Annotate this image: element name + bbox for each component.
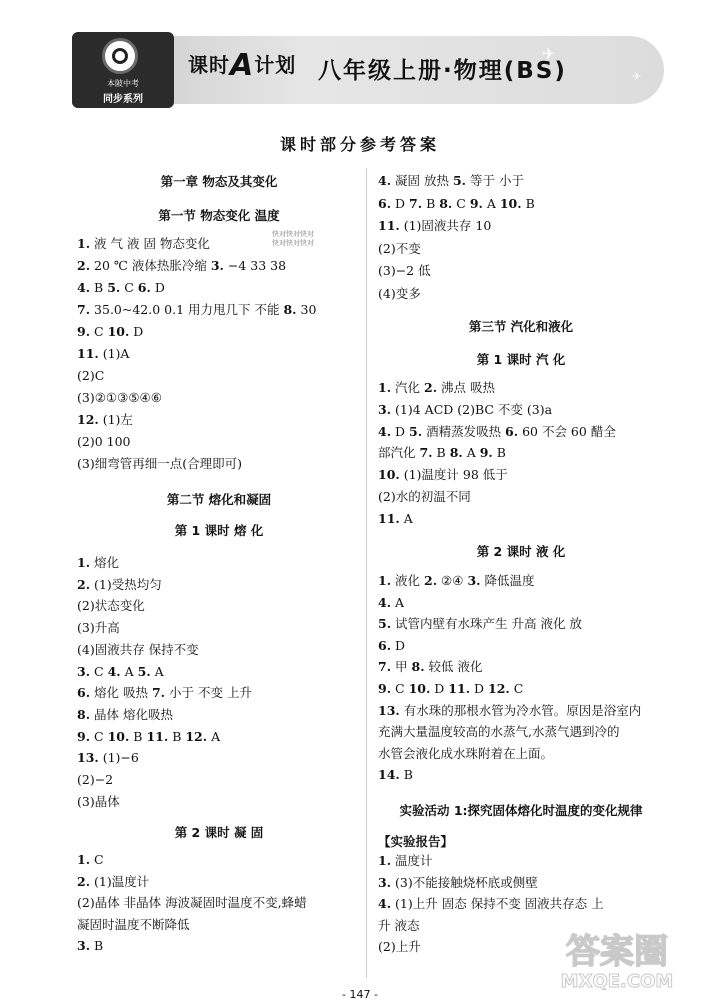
answer-line: [77, 236, 210, 252]
question-number: 5.: [378, 616, 392, 632]
answer-text: (1)A: [98, 346, 130, 361]
question-number: 2.: [424, 380, 438, 395]
answer-line: [77, 412, 133, 428]
answer-line: [378, 659, 483, 675]
answer-text: 汽化: [391, 380, 425, 395]
answer-text: C: [391, 681, 409, 696]
answer-text: −4 33 38: [223, 258, 287, 273]
question-number: 6.: [77, 685, 91, 701]
answer-line: [77, 895, 307, 911]
answer-text: D: [129, 324, 144, 339]
answer-text: (3)升高: [77, 620, 120, 636]
answer-line: [77, 280, 165, 296]
answer-text: D: [470, 681, 489, 696]
question-number: 4.: [77, 280, 91, 295]
question-number: 1.: [378, 853, 392, 868]
answer-text: 酒精蒸发吸热: [422, 423, 506, 439]
question-number: 5.: [107, 280, 121, 295]
answer-line: [77, 555, 119, 571]
answer-text: 晶体 熔化吸热: [90, 706, 174, 722]
answer-text: A: [207, 728, 221, 744]
question-number: 1.: [77, 555, 91, 570]
question-number: 3.: [77, 663, 91, 679]
answer-text: (4)变多: [378, 285, 421, 301]
answer-text: (1)受热均匀: [90, 576, 162, 592]
answer-text: 升 液态: [378, 917, 420, 933]
question-number: 6.: [378, 637, 392, 653]
question-number: 3.: [378, 401, 392, 417]
question-number: 2.: [424, 573, 438, 588]
answer-text: C: [90, 852, 104, 867]
answer-text: 沸点 吸热: [437, 380, 496, 395]
answer-text: 凝固 放热: [391, 173, 453, 188]
question-number: 3.: [77, 938, 91, 954]
answer-line: [77, 874, 149, 890]
answer-line: [77, 750, 139, 766]
answer-line: [77, 664, 164, 680]
logo-series: 同步系列: [103, 94, 143, 105]
answer-text: (1)温度计 98 低于: [399, 467, 508, 483]
answer-line: [77, 917, 190, 933]
answer-text: D: [391, 637, 406, 653]
answer-text: 熔化 吸热: [90, 685, 152, 701]
question-number: 10.: [499, 195, 522, 211]
section-heading: 第一节 物态变化 温度: [158, 208, 280, 223]
answer-text: 等于 小于: [466, 173, 524, 188]
answer-text: 温度计: [391, 853, 433, 868]
question-number: 1.: [77, 852, 91, 867]
answer-text: B: [422, 195, 440, 211]
answer-text: (3)②①③⑤④⑥: [77, 390, 162, 405]
question-number: 8.: [411, 659, 425, 675]
question-number: 4.: [378, 896, 392, 912]
answer-text: 试管内壁有水珠产生 升高 液化 放: [391, 616, 582, 632]
question-number: 10.: [107, 728, 130, 744]
answer-text: D: [150, 280, 165, 295]
question-number: 1.: [378, 380, 392, 395]
question-number: 9.: [77, 324, 91, 339]
question-number: 1.: [77, 236, 91, 251]
answer-line: [378, 939, 421, 955]
book-title: 八年级上册·物理(BS): [318, 58, 567, 84]
question-number: 13.: [378, 702, 400, 718]
question-number: 4.: [378, 594, 392, 610]
answer-text: B: [399, 767, 413, 783]
answer-line: [378, 241, 421, 257]
question-number: 8.: [283, 302, 297, 317]
answer-text: (2)不变: [378, 240, 421, 256]
answer-text: (2)−2: [77, 772, 114, 787]
question-number: 12.: [185, 728, 208, 744]
question-number: 10.: [378, 467, 400, 483]
answer-line: [77, 707, 173, 723]
question-number: 14.: [378, 767, 400, 783]
question-number: 8.: [449, 445, 463, 461]
lesson-heading: 第 1 课时 汽 化: [476, 352, 566, 367]
answer-text: D: [430, 681, 449, 696]
watermark-text: 答案圈: [566, 932, 668, 972]
report-heading: 【实验报告】: [378, 834, 454, 849]
answer-text: 液 气 液 固 物态变化: [90, 236, 210, 251]
answer-text: (4)固液共存 保持不变: [77, 641, 199, 657]
answer-text: 部汽化: [378, 445, 420, 461]
question-number: 12.: [77, 412, 99, 427]
answer-text: (1)4 ACD (2)BC 不变 (3)a: [391, 401, 553, 417]
answer-text: C: [90, 324, 108, 339]
answer-text: A: [391, 594, 405, 610]
question-number: 2.: [77, 576, 91, 592]
answer-line: [77, 685, 252, 701]
answer-line: [77, 324, 143, 340]
answer-line: [378, 767, 413, 783]
question-number: 9.: [469, 195, 483, 211]
question-number: 7.: [419, 445, 433, 461]
answer-line: [378, 573, 534, 589]
answer-text: (2)上升: [378, 939, 421, 955]
answer-text: B: [432, 445, 450, 461]
question-number: 3.: [378, 874, 392, 890]
answer-text: B: [492, 445, 506, 461]
answer-text: ②④: [437, 573, 468, 588]
answer-line: [378, 380, 495, 396]
answer-text: B: [521, 195, 535, 211]
answer-line: [77, 794, 120, 810]
answer-text: C: [509, 681, 524, 696]
answer-line: [378, 638, 405, 654]
answer-text: 60 不会 60 醋全: [518, 423, 616, 439]
question-number: 2.: [77, 873, 91, 889]
target-icon: [102, 38, 138, 74]
answer-line: [77, 620, 120, 636]
answer-text: A: [462, 445, 480, 461]
answer-text: 水管会液化成水珠附着在上面。: [378, 745, 554, 761]
question-number: 11.: [146, 728, 169, 744]
question-number: 11.: [77, 346, 99, 361]
answer-text: A: [120, 663, 138, 679]
answer-text: (1)左: [98, 412, 133, 427]
answer-line: [378, 424, 616, 440]
question-number: 6.: [378, 195, 392, 211]
answer-text: (2)0 100: [77, 434, 131, 449]
answer-line: [77, 729, 220, 745]
answer-text: (2)状态变化: [77, 598, 145, 614]
answer-text: D: [391, 195, 410, 211]
answer-line: [77, 598, 145, 614]
question-number: 11.: [378, 510, 400, 526]
answer-text: A: [482, 195, 500, 211]
answer-text: C: [90, 663, 108, 679]
answer-line: [378, 746, 553, 762]
answer-line: [378, 724, 619, 740]
bird-icon: ✈: [542, 44, 556, 63]
answer-line: [77, 346, 129, 362]
answer-text: D: [391, 423, 410, 439]
answer-text: 有水珠的那根水管为冷水管。原因是浴室内: [399, 702, 642, 718]
answer-line: [378, 445, 506, 461]
answer-line: [378, 467, 508, 483]
column-divider: [366, 168, 367, 978]
answer-line: [77, 258, 286, 274]
lesson-heading: 第 2 课时 凝 固: [174, 825, 264, 840]
answer-line: [378, 896, 604, 912]
stamp-text: 快对快对快对 快对快对快对: [272, 230, 314, 247]
question-number: 1.: [378, 573, 392, 588]
answer-text: B: [90, 280, 108, 295]
question-number: 5.: [452, 173, 467, 188]
chapter-heading: 第一章 物态及其变化: [160, 174, 278, 189]
answer-line: [378, 218, 491, 234]
answer-text: 30: [296, 302, 317, 317]
page-number: - 147 -: [342, 988, 378, 1001]
answer-text: 35.0~42.0 0.1 用力甩几下 不能: [90, 302, 284, 317]
answer-line: [77, 456, 242, 472]
question-number: 4.: [378, 173, 392, 188]
answer-line: [378, 703, 641, 719]
question-number: 7.: [409, 195, 423, 211]
publisher-logo: [72, 32, 174, 108]
answer-text: (3)晶体: [77, 793, 120, 809]
question-number: 3.: [467, 573, 481, 588]
answer-text: 液化: [391, 573, 425, 588]
answer-text: 充满大量温度较高的水蒸气,水蒸气遇到冷的: [378, 724, 620, 740]
answer-text: (3)−2 低: [378, 263, 431, 278]
answer-line: [378, 853, 433, 869]
question-number: 11.: [378, 218, 400, 233]
question-number: 4.: [107, 663, 121, 679]
answer-text: 小于 不变 上升: [165, 685, 252, 701]
answer-text: (1)上升 固态 保持不变 固液共存态 上: [391, 896, 604, 912]
question-number: 2.: [77, 258, 91, 273]
answer-line: [378, 875, 538, 891]
activity-heading: 实验活动 1:探究固体熔化时温度的变化规律: [399, 803, 643, 818]
answer-line: [378, 402, 552, 418]
lesson-heading: 第 1 课时 熔 化: [174, 523, 264, 538]
question-number: 5.: [137, 663, 151, 679]
lesson-heading: 第 2 课时 液 化: [476, 544, 566, 559]
answer-text: A: [150, 663, 164, 679]
answer-line: [77, 938, 103, 954]
question-number: 7.: [77, 302, 91, 317]
answer-line: [378, 681, 523, 697]
question-number: 11.: [448, 681, 471, 696]
answer-line: [77, 642, 199, 658]
answer-line: [77, 390, 162, 406]
answer-text: 降低温度: [480, 573, 535, 588]
question-number: 7.: [378, 659, 392, 675]
answer-line: [378, 173, 524, 189]
answer-line: [77, 368, 104, 384]
answer-text: 20 ℃ 液体热胀冷缩: [90, 258, 211, 273]
question-number: 3.: [210, 258, 224, 273]
answer-text: (2)水的初温不同: [378, 489, 471, 504]
answer-text: B: [129, 728, 147, 744]
answer-text: (1)−6: [98, 750, 139, 766]
answer-line: [77, 852, 104, 868]
answer-line: [378, 595, 404, 611]
answer-line: [378, 286, 421, 302]
answer-text: (3)不能接触烧杯底或侧壁: [391, 874, 538, 890]
answer-text: 熔化: [90, 555, 120, 570]
question-number: 8.: [77, 706, 91, 722]
page-title: 课时部分参考答案: [279, 135, 440, 154]
question-number: 7.: [151, 685, 166, 701]
question-number: 6.: [137, 280, 151, 295]
answer-line: [378, 511, 413, 527]
logo-name: 本陂中考: [107, 79, 139, 88]
answer-text: 甲: [391, 659, 412, 675]
question-number: 5.: [409, 423, 423, 439]
answer-text: 凝固时温度不断降低: [77, 916, 190, 932]
answer-text: 较低 液化: [424, 659, 483, 675]
answer-text: (1)温度计: [90, 873, 150, 889]
question-number: 4.: [378, 423, 392, 439]
question-number: 12.: [488, 681, 510, 696]
section-heading: 第二节 熔化和凝固: [166, 492, 272, 507]
answer-text: A: [399, 510, 413, 526]
answer-line: [77, 302, 316, 318]
answer-text: (2)C: [77, 368, 105, 383]
question-number: 6.: [505, 423, 519, 439]
answer-line: [378, 263, 431, 279]
question-number: 8.: [439, 195, 453, 211]
watermark-logo: [532, 923, 702, 993]
bird-icon: ✈: [632, 70, 642, 83]
answer-text: B: [90, 938, 104, 954]
answer-text: (2)晶体 非晶体 海波凝固时温度不变,蜂蜡: [77, 895, 307, 911]
answer-line: [77, 434, 131, 450]
answer-text: C: [90, 728, 108, 744]
question-number: 9.: [378, 681, 392, 696]
question-number: 10.: [107, 324, 130, 339]
answer-text: C: [120, 280, 138, 295]
question-number: 9.: [77, 728, 91, 744]
answer-text: (1)固液共存 10: [399, 218, 492, 233]
answer-line: [378, 918, 419, 934]
watermark-url: MXQE.COM: [560, 971, 674, 992]
section-heading: 第三节 汽化和液化: [468, 319, 574, 334]
brand-title: 课时A计划: [188, 48, 297, 83]
answer-text: (3)细弯管再细一点(合理即可): [77, 456, 242, 471]
question-number: 13.: [77, 750, 99, 766]
answer-line: [77, 772, 113, 788]
question-number: 10.: [408, 681, 431, 696]
question-number: 9.: [479, 445, 493, 461]
answer-line: [378, 489, 471, 505]
answer-line: [77, 577, 162, 593]
answer-text: B: [168, 728, 186, 744]
answer-text: C: [452, 195, 470, 211]
answer-line: [378, 196, 535, 212]
answer-line: [378, 616, 582, 632]
